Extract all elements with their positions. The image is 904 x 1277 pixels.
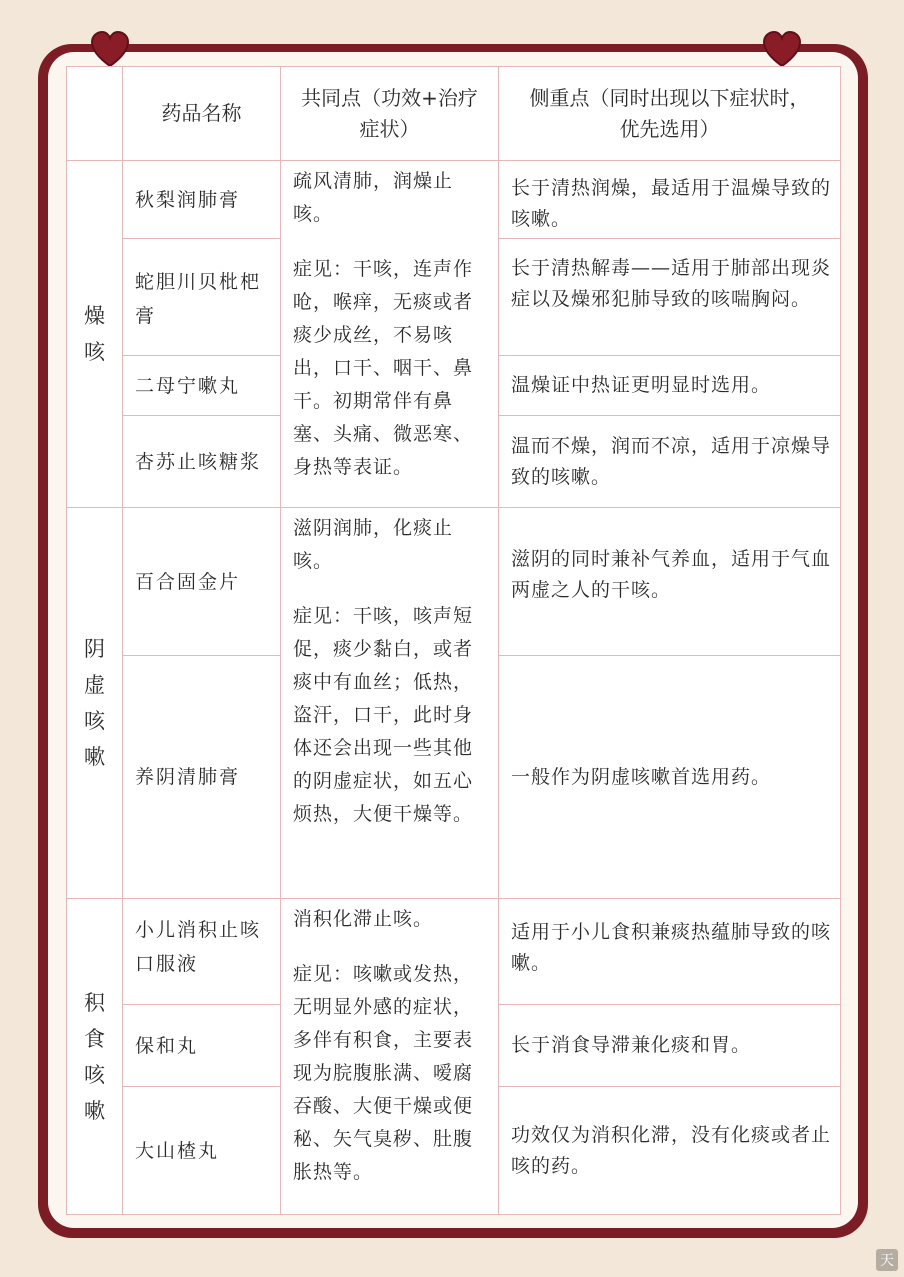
- category-cell: 积食咳嗽: [67, 899, 123, 1215]
- focus-text: 长于清热解毒——适用于肺部出现炎症以及燥邪犯肺导致的咳喘胸闷。: [499, 239, 841, 356]
- table-row: [67, 161, 841, 239]
- medicine-name: 养阴清肺膏: [123, 656, 281, 899]
- medicine-name: 二母宁嗽丸: [123, 356, 281, 416]
- focus-text: 滋阴的同时兼补气养血，适用于气血两虚之人的干咳。: [499, 508, 841, 656]
- medicine-name: 蛇胆川贝枇杷膏: [123, 239, 281, 356]
- common-symptoms: 症见：干咳，咳声短促，痰少黏白，或者痰中有血丝；低热，盗汗，口干，此时身体还会出现一些其他的阴虚症状，如五心烦热，大便干燥等。: [293, 605, 474, 825]
- heart-icon: [90, 30, 130, 70]
- table-row: [67, 899, 841, 1005]
- medicine-name: 大山楂丸: [123, 1087, 281, 1215]
- category-cell: 阴虚咳嗽: [67, 508, 123, 899]
- watermark: 天: [876, 1249, 898, 1271]
- medicine-name: 小儿消积止咳口服液: [123, 899, 281, 1005]
- common-cell: [281, 508, 499, 899]
- focus-text: 长于清热润燥，最适用于温燥导致的咳嗽。: [499, 161, 841, 239]
- common-effect: 消积化滞止咳。: [293, 908, 434, 930]
- focus-text: 长于消食导滞兼化痰和胃。: [499, 1005, 841, 1087]
- focus-text: 功效仅为消积化滞，没有化痰或者止咳的药。: [499, 1087, 841, 1215]
- common-symptoms: 症见：咳嗽或发热，无明显外感的症状，多伴有积食，主要表现为脘腹胀满、嗳腐吞酸、大便干燥或便秘、矢气臭秽、肚腹胀热等。: [293, 963, 474, 1183]
- category-cell: 燥咳: [67, 161, 123, 508]
- medicine-name: 杏苏止咳糖浆: [123, 416, 281, 508]
- common-cell: [281, 899, 499, 1215]
- header-focus: 侧重点（同时出现以下症状时，优先选用）: [499, 67, 841, 161]
- focus-text: 温而不燥，润而不凉，适用于凉燥导致的咳嗽。: [499, 416, 841, 508]
- focus-text: 一般作为阴虚咳嗽首选用药。: [499, 656, 841, 899]
- medicine-name: 保和丸: [123, 1005, 281, 1087]
- header-category: [67, 67, 123, 161]
- focus-text: 适用于小儿食积兼痰热蕴肺导致的咳嗽。: [499, 899, 841, 1005]
- table-row: [67, 508, 841, 656]
- common-cell: [281, 161, 499, 508]
- header-name: 药品名称: [123, 67, 281, 161]
- common-symptoms: 症见：干咳，连声作呛，喉痒，无痰或者痰少成丝，不易咳出，口干、咽干、鼻干。初期常伴有鼻塞、头痛、微恶寒、身热等表证。: [293, 258, 474, 478]
- header-common: 共同点（功效+治疗症状）: [281, 67, 499, 161]
- table-header-row: [67, 67, 841, 161]
- focus-text: 温燥证中热证更明显时选用。: [499, 356, 841, 416]
- medicine-name: 百合固金片: [123, 508, 281, 656]
- medicine-name: 秋梨润肺膏: [123, 161, 281, 239]
- medicine-table: [66, 66, 841, 1215]
- heart-icon: [762, 30, 802, 70]
- common-effect: 疏风清肺，润燥止咳。: [293, 170, 454, 225]
- common-effect: 滋阴润肺，化痰止咳。: [293, 517, 454, 572]
